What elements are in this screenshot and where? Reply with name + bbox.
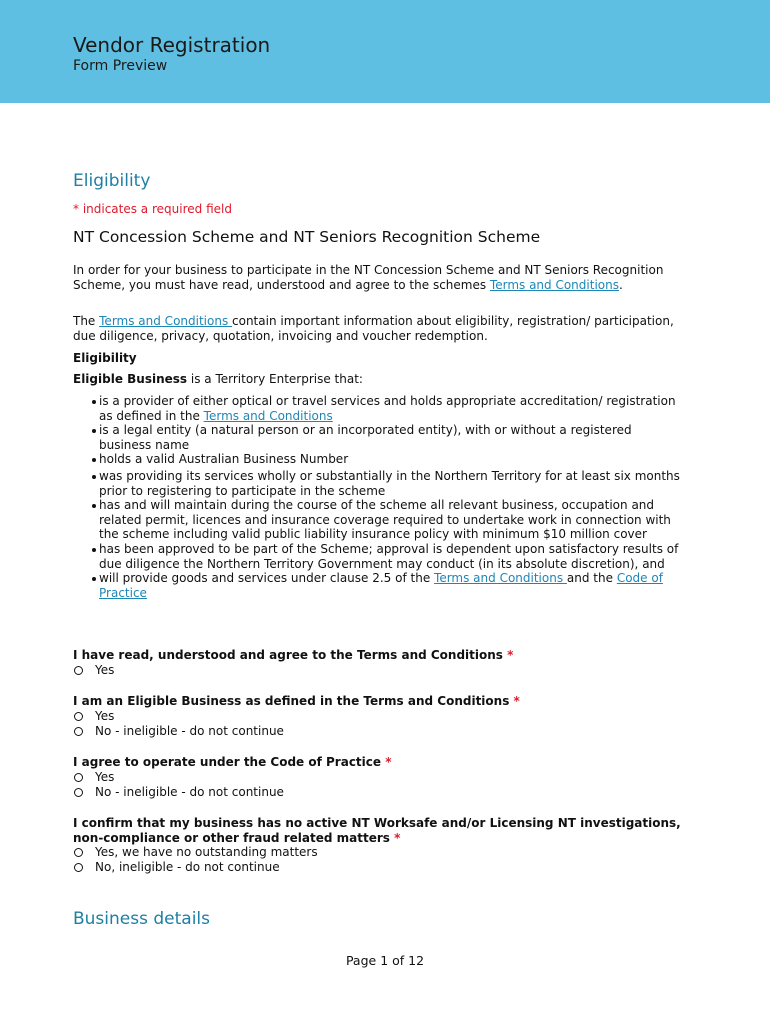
radio-option-no[interactable]: No - ineligible - do not continue [73, 724, 693, 739]
bullet-icon [92, 475, 96, 479]
form-title: Vendor Registration [73, 33, 271, 57]
terms-link[interactable]: Terms and Conditions [489, 277, 619, 292]
question-code-of-practice: I agree to operate under the Code of Practice * Yes No - ineligible - do not continue [73, 755, 693, 800]
required-field-note: * indicates a required field [73, 202, 232, 216]
radio-option-yes[interactable]: Yes [73, 770, 693, 785]
terms-link[interactable]: Terms and Conditions [434, 571, 567, 586]
bullet-icon [92, 429, 96, 433]
question-terms-agreement: I have read, understood and agree to the Terms and Conditions * Yes [73, 648, 693, 678]
terms-link[interactable]: Terms and Conditions [203, 408, 333, 423]
radio-option-no[interactable]: No, ineligible - do not continue [73, 860, 693, 875]
eligible-business-line: Eligible Business is a Territory Enterprise that: [73, 372, 363, 386]
terms-info-paragraph: The Terms and Conditions contain important information about eligibility, registration/ participation, due diligence, privacy, quotation, invoicing and voucher redemption. [73, 314, 674, 343]
radio-option-no[interactable]: No - ineligible - do not continue [73, 785, 693, 800]
code-of-practice-link[interactable]: Code of Practice [99, 571, 663, 600]
terms-link[interactable]: Terms and Conditions [99, 314, 233, 328]
radio-icon[interactable] [74, 863, 83, 872]
eligibility-criteria-list [73, 394, 683, 600]
radio-icon[interactable] [74, 712, 83, 721]
bullet-icon [92, 458, 96, 462]
question-eligible-business: I am an Eligible Business as defined in the Terms and Conditions * Yes No - ineligible - do not continue [73, 694, 693, 739]
list-item: was providing its services wholly or substantially in the Northern Territory for at least six months prior to registering to participate in the scheme [73, 469, 683, 498]
list-item: will provide goods and services under clause 2.5 of the Terms and Conditions and the Code of Practice [73, 571, 683, 600]
list-item: has been approved to be part of the Scheme; approval is dependent upon satisfactory results of due diligence the Northern Territory Government may conduct (in its absolute discretion), and [73, 542, 683, 571]
list-item: is a legal entity (a natural person or an incorporated entity), with or without a registered business name [73, 423, 683, 452]
radio-icon[interactable] [74, 848, 83, 857]
bullet-icon [92, 400, 96, 404]
header-banner [0, 0, 770, 103]
radio-icon[interactable] [74, 773, 83, 782]
bullet-icon [92, 504, 96, 508]
bullet-icon [92, 577, 96, 581]
radio-option-yes[interactable]: Yes [73, 663, 693, 678]
radio-icon[interactable] [74, 788, 83, 797]
page-number: Page 1 of 12 [345, 953, 425, 968]
list-item: holds a valid Australian Business Number [73, 452, 683, 467]
intro-paragraph: In order for your business to participate in the NT Concession Scheme and NT Seniors Recognition Scheme, you must have read, understood and agree to the schemes Terms and Conditions. [73, 263, 664, 292]
list-item: has and will maintain during the course of the scheme all relevant business, occupation and related permit, licences and insurance coverage required to undertake work in connection with the scheme including valid public liability insurance policy with minimum $10 million cover [73, 498, 683, 542]
eligibility-label: Eligibility [73, 351, 137, 365]
radio-option-yes[interactable]: Yes, we have no outstanding matters [73, 845, 693, 860]
radio-icon[interactable] [74, 727, 83, 736]
scheme-heading: NT Concession Scheme and NT Seniors Recognition Scheme [73, 228, 541, 246]
question-no-investigations: I confirm that my business has no active NT Worksafe and/or Licensing NT investigations, non-compliance or other fraud related matters * Yes, we have no outstanding matters No, ineligible - do not continue [73, 816, 693, 875]
form-subtitle: Form Preview [73, 58, 168, 74]
section-heading-eligibility: Eligibility [73, 171, 151, 191]
bullet-icon [92, 548, 96, 552]
list-item: is a provider of either optical or travel services and holds appropriate accreditation/ registration as defined in the Terms and Conditions [73, 394, 683, 423]
radio-icon[interactable] [74, 666, 83, 675]
section-heading-business-details: Business details [73, 909, 211, 929]
radio-option-yes[interactable]: Yes [73, 709, 693, 724]
